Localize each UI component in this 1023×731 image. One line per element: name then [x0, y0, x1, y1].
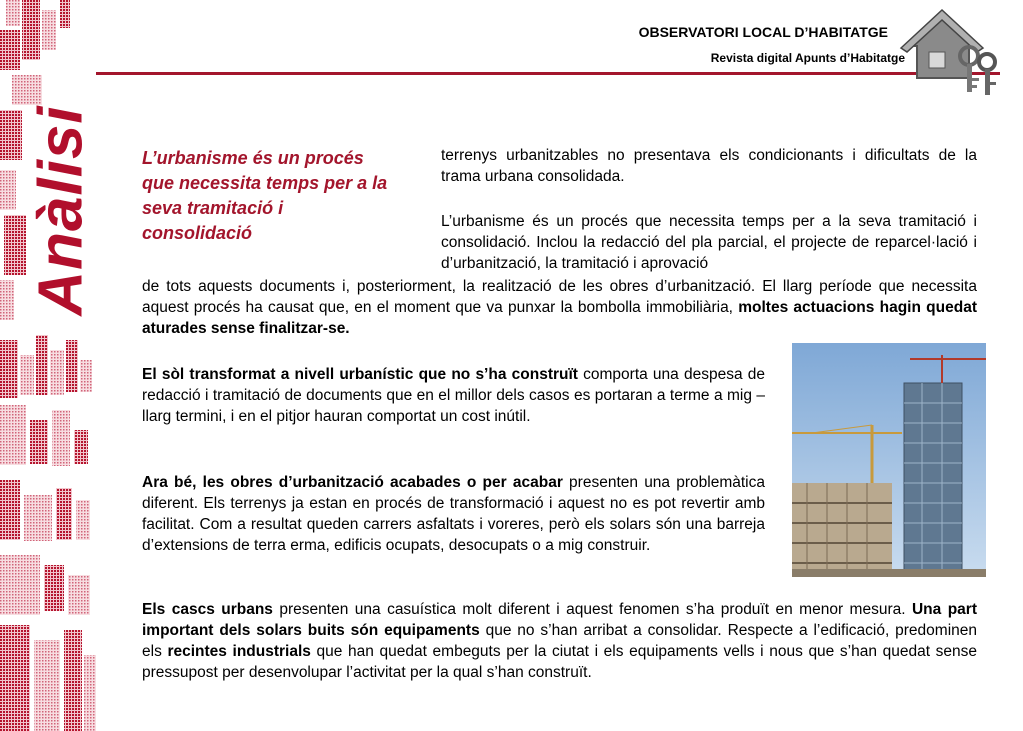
- paragraph-5: Els cascs urbans presenten una casuística molt diferent i aquest fenomen s’ha produït en menor mesura. Una part important dels solars buits són equipaments que no s’han arribat a consolidar. Respecte a l’edificació, predominen els recintes industrials que han quedat embeguts per la ciutat i els equipaments vells i nous que s’han quedat sense pressupost per desenvolupar l’activitat per la qual s’han construït.: [142, 601, 977, 681]
- paragraph-2-right: L’urbanisme és un procés que necessita temps per a la seva tramitació i consolidació. Inclou la redacció del pla parcial, el projecte de reparcel·lació i d’urbanització, la tramitació i aprovació: [441, 213, 977, 272]
- header-subtitle: Revista digital Apunts d’Habitatge: [710, 51, 905, 65]
- pull-quote: L’urbanisme és un procés que necessita temps per a la seva tramitació i consolidació: [142, 148, 388, 243]
- paragraph-3: El sòl transformat a nivell urbanístic que no s’ha construït comporta una despesa de redacció i tramitació de documents que en el millor dels casos es portaran a terme a mig – llarg termini, i en el pitjor hauran comportat un cost inútil.: [142, 366, 765, 425]
- paragraph-2-continued: de tots aquests documents i, posteriorment, la realització de les obres d’urbanització. El llarg període que necessita aquest procés ha causat que, en el moment que va punxar la bombolla immobiliària, moltes actuacions hagin quedat aturades sense finalitzar-se.: [142, 278, 977, 337]
- header-divider: [96, 72, 1000, 75]
- header-title: OBSERVATORI LOCAL D’HABITATGE: [638, 24, 888, 40]
- paragraph-2-emphasis: moltes actuacions hagin quedat aturades sense finalitzar-se.: [142, 299, 977, 337]
- paragraph-4: Ara bé, les obres d’urbanització acabades o per acabar presenten una problemàtica diferent. Els terrenys ja estan en procés de transformació i aquest no es pot revertir amb facilitat. Com a resultat queden carrers asfaltats i voreres, però els solars són una barreja d’extensions de terra erma, edificis ocupats, desocupats o a mig construir.: [142, 474, 765, 554]
- house-keys-icon: [897, 8, 1007, 98]
- construction-photo: [792, 343, 986, 577]
- paragraph-1: terrenys urbanitzables no presentava els condicionants i dificultats de la trama urbana consolidada.: [441, 147, 977, 185]
- section-title-vertical: Anàlisi: [26, 104, 96, 316]
